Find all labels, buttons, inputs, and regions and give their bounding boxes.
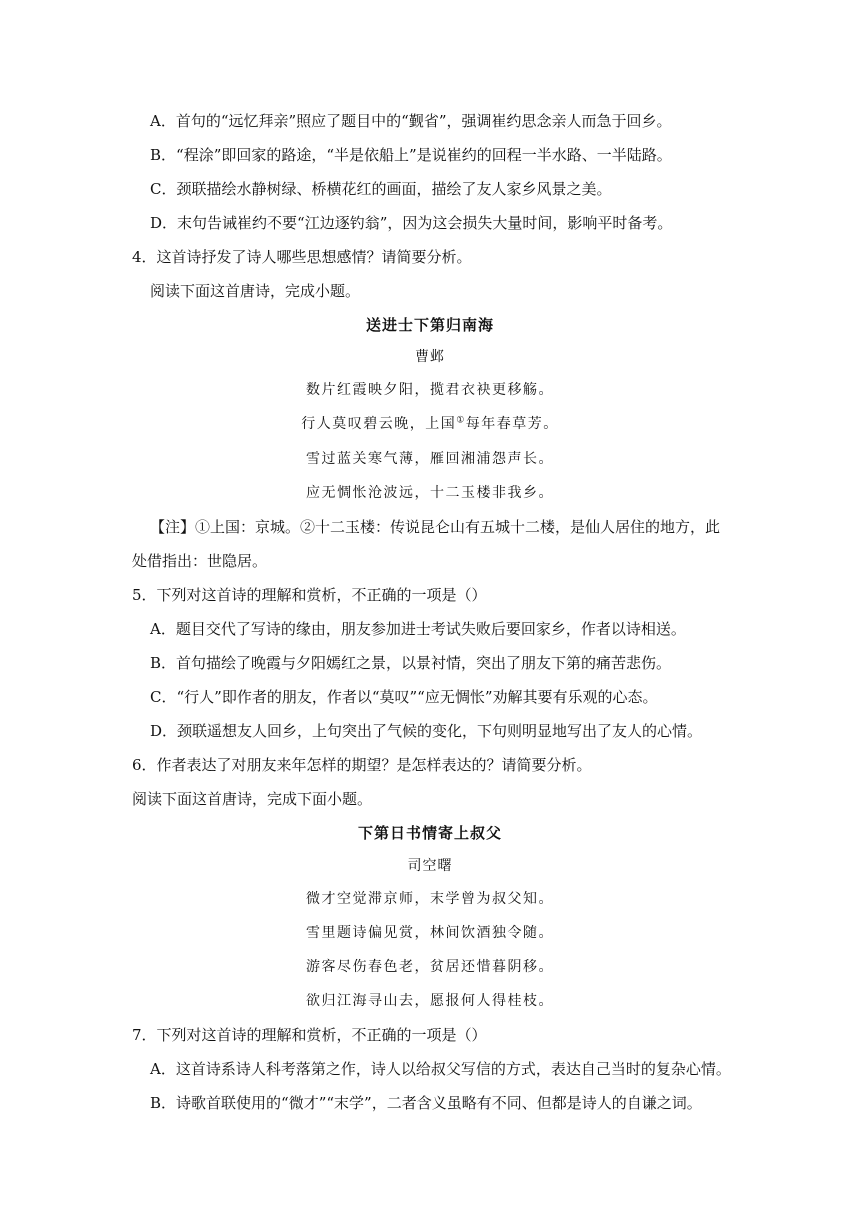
q5-option-a: A．题目交代了写诗的缘由，朋友参加进士考试失败后要回家乡，作者以诗相送。	[150, 620, 686, 638]
q3-option-a: A．首句的“远忆拜亲”照应了题目中的“觐省”，强调崔约思念亲人而急于回乡。	[150, 112, 672, 130]
q3-option-b: B．“程涂”即回家的路途，“半是依船上”是说崔约的回程一半水路、一半陆路。	[150, 146, 672, 164]
q7-option-b: B．诗歌首联使用的“微才”“末学”，二者含义虽略有不同、但都是诗人的自谦之词。	[150, 1094, 702, 1112]
q7-option-a: A．这首诗系诗人科考落第之作，诗人以给叔父写信的方式，表达自己当时的复杂心情。	[150, 1060, 731, 1078]
poem2-author: 司空曙	[407, 858, 453, 874]
poem1-line-1: 数片红霞映夕阳，揽君衣袂更移觞。	[306, 382, 554, 398]
poem1-line-2	[0, 414, 860, 434]
poem1-line-2-text-b: 每年春草芳。	[465, 416, 559, 432]
q5-option-b: B．首句描绘了晚霞与夕阳嫣红之景，以景衬情，突出了朋友下第的痛苦悲伤。	[150, 654, 672, 672]
question-7: 7．下列对这首诗的理解和赏析，不正确的一项是（）	[132, 1026, 487, 1044]
question-6: 6．作者表达了对朋友来年怎样的期望？是怎样表达的？请简要分析。	[132, 756, 592, 774]
poem1-line-4: 应无惆怅沧波远，十二玉楼非我乡。	[306, 485, 554, 501]
q3-option-c: C．颈联描绘水静树绿、桥横花红的画面，描绘了友人家乡风景之美。	[150, 180, 612, 198]
poem1-line-3: 雪过蓝关寒气薄，雁回湘浦怨声长。	[306, 451, 554, 467]
poem1-line-2-text-a: 行人莫叹碧云晚，上国	[301, 416, 457, 432]
footnote-marker: ①	[456, 415, 466, 426]
poem2-line-4: 欲归江海寻山去，愿报何人得桂枝。	[306, 993, 554, 1009]
question-5: 5．下列对这首诗的理解和赏析，不正确的一项是（）	[132, 586, 487, 604]
poem2-title: 下第日书情寄上叔父	[357, 824, 502, 842]
poem1-note-continued: 处借指出：世隐居。	[132, 552, 268, 570]
q3-option-d: D．末句告诫崔约不要“江边逐钓翁”，因为这会损失大量时间，影响平时备考。	[150, 214, 673, 232]
poem2-line-3: 游客尽伤春色老，贫居还惜暮阴移。	[306, 959, 554, 975]
poem1-note: 【注】①上国：京城。②十二玉楼：传说昆仑山有五城十二楼，是仙人居住的地方，此	[150, 518, 721, 536]
reading-instruction-1: 阅读下面这首唐诗，完成小题。	[150, 282, 361, 300]
reading-instruction-2: 阅读下面这首唐诗，完成下面小题。	[132, 790, 373, 808]
poem2-line-2: 雪里题诗偏见赏，林间饮酒独令随。	[306, 925, 554, 941]
poem1-author: 曹邺	[415, 349, 445, 365]
poem1-title: 送进士下第归南海	[365, 316, 494, 334]
q5-option-d: D．颈联遥想友人回乡，上句突出了气候的变化，下句则明显地写出了友人的心情。	[150, 722, 703, 740]
poem2-line-1: 微才空觉滞京师，末学曾为叔父知。	[306, 891, 554, 907]
q5-option-c: C．“行人”即作者的朋友，作者以“莫叹”“应无惆怅”劝解其要有乐观的心态。	[150, 688, 658, 706]
question-4: 4．这首诗抒发了诗人哪些思想感情？请简要分析。	[132, 248, 472, 266]
